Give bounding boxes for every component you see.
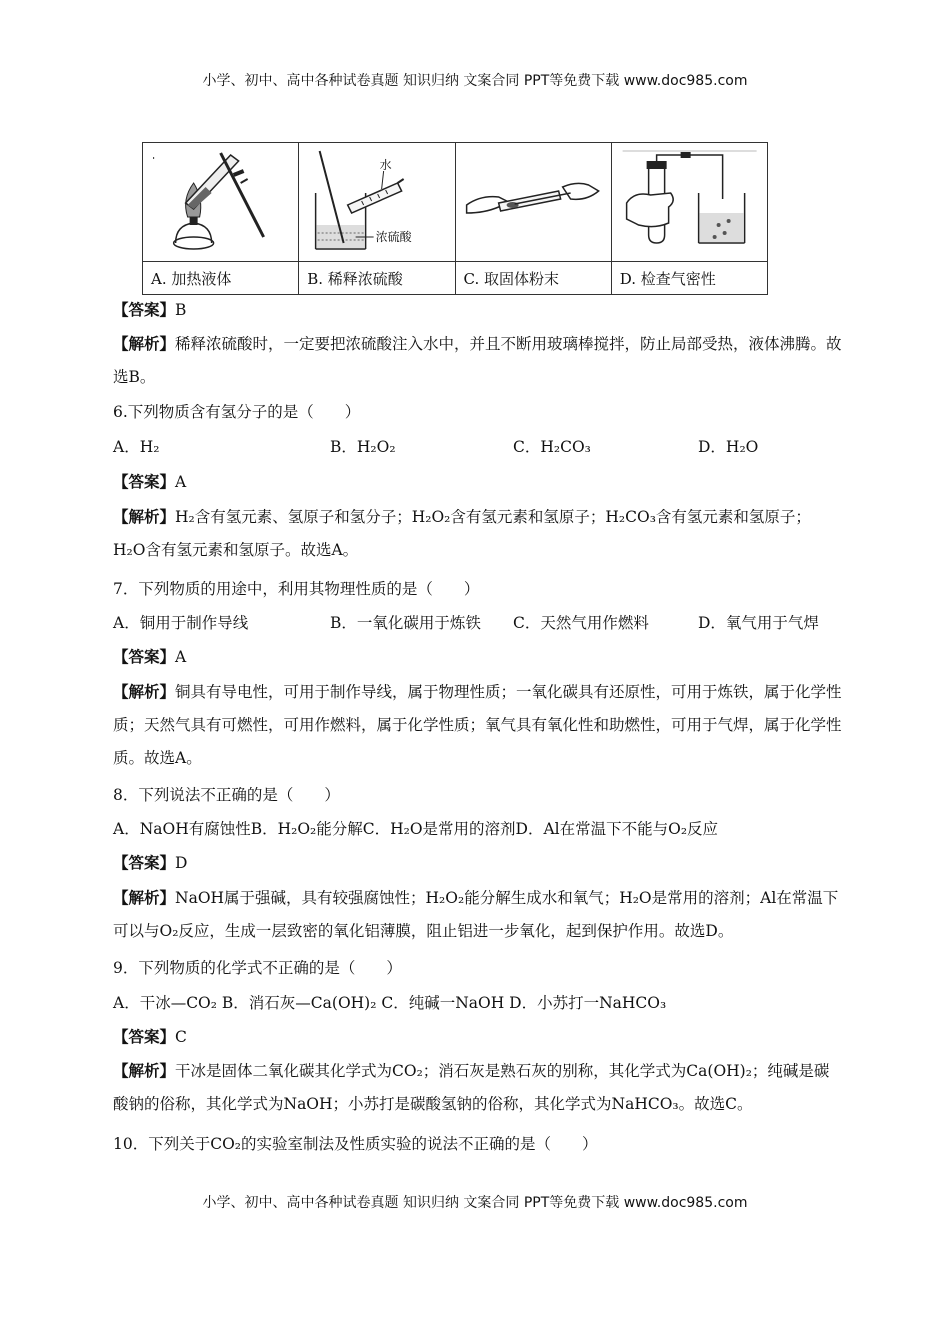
caption-d: D. 检查气密性 xyxy=(611,262,767,295)
figure-dilute-acid xyxy=(299,143,455,262)
q6-answer: 【答案】A xyxy=(113,472,187,491)
q9-options: A．干冰—CO₂ B．消石灰—Ca(OH)₂ C．纯碱一NaOH D．小苏打一NaHCO₃ xyxy=(113,994,667,1012)
label-concentrated-acid: 浓硫酸 xyxy=(375,230,412,244)
dilute-acid-diagram xyxy=(299,143,454,261)
q6-analysis: 【解析】H₂含有氢元素、氢原子和氢分子；H₂O₂含有氢元素和氢原子；H₂CO₃含有氢元素和氢原子；H₂O含有氢元素和氢原子。故选A。 xyxy=(113,507,811,559)
caption-b: B. 稀释浓硫酸 xyxy=(299,262,455,295)
q8-analysis: 【解析】NaOH属于强碱，具有较强腐蚀性；H₂O₂能分解生成水和氧气；H₂O是常用的溶剂；Al在常温下可以与O₂反应，生成一层致密的氧化铝薄膜，阻止铝进一步氧化，起到保护作用。故选D。 xyxy=(113,888,839,940)
heating-liquid-diagram xyxy=(143,143,298,261)
q9-answer: 【答案】C xyxy=(113,1027,187,1046)
caption-c: C. 取固体粉末 xyxy=(455,262,611,295)
q5-answer: 【答案】B xyxy=(113,300,187,319)
q6-stem: 6.下列物质含有氢分子的是（ ） xyxy=(113,403,361,421)
q5-figure-table xyxy=(142,142,768,295)
q7-stem: 7．下列物质的用途中，利用其物理性质的是（ ） xyxy=(113,580,480,598)
q7-answer: 【答案】A xyxy=(113,647,187,666)
figure-airtightness xyxy=(611,143,767,262)
figure-take-powder xyxy=(455,143,611,262)
q10-stem: 10．下列关于CO₂的实验室制法及性质实验的说法不正确的是（ ） xyxy=(113,1135,598,1153)
label-water: 水 xyxy=(379,158,392,172)
q5-analysis: 【解析】稀释浓硫酸时，一定要把浓硫酸注入水中，并且不断用玻璃棒搅拌，防止局部受热，液体沸腾。故选B。 xyxy=(113,334,842,386)
airtightness-diagram xyxy=(612,143,767,261)
q8-answer: 【答案】D xyxy=(113,853,188,872)
caption-a: A. 加热液体 xyxy=(143,262,299,295)
q9-analysis: 【解析】干冰是固体二氧化碳其化学式为CO₂；消石灰是熟石灰的别称，其化学式为Ca(OH)₂；纯碱是碳酸钠的俗称，其化学式为NaOH；小苏打是碳酸氢钠的俗称，其化学式为NaHCO₃。故选C。 xyxy=(113,1061,830,1113)
take-powder-diagram xyxy=(456,143,611,261)
q7-analysis: 【解析】铜具有导电性，可用于制作导线，属于物理性质；一氧化碳具有还原性，可用于炼铁，属于化学性质；天然气具有可燃性，可用作燃料，属于化学性质；氧气具有氧化性和助燃性，可用于气焊，属于化学性质。故选A。 xyxy=(113,682,842,767)
q8-options: A．NaOH有腐蚀性B．H₂O₂能分解C．H₂O是常用的溶剂D．Al在常温下不能与O₂反应 xyxy=(113,820,719,838)
page-footer: 小学、初中、高中各种试卷真题 知识归纳 文案合同 PPT等免费下载 www.doc985.com xyxy=(202,1195,748,1211)
q8-stem: 8．下列说法不正确的是（ ） xyxy=(113,786,340,804)
q9-stem: 9．下列物质的化学式不正确的是（ ） xyxy=(113,959,402,977)
page-header: 小学、初中、高中各种试卷真题 知识归纳 文案合同 PPT等免费下载 www.doc985.com xyxy=(202,73,748,89)
figure-heating-liquid xyxy=(143,143,299,262)
